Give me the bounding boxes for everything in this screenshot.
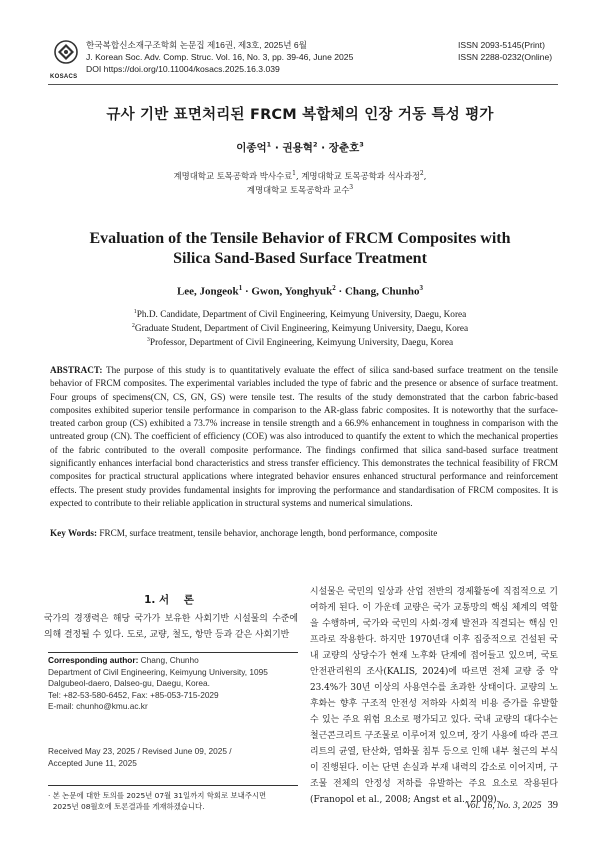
doi-link[interactable]: DOI https://doi.org/10.11004/kosacs.2025.16.3.039: [86, 64, 280, 74]
affiliation-en-2: $^2$Graduate Student, Department of Civil Engineering, Keimyung University, Daegu, Korea: [131, 323, 469, 335]
issn-online: ISSN 2288-0232(Online): [458, 52, 553, 62]
abstract-label: ABSTRACT:: [50, 365, 103, 375]
title-en-line1: Evaluation of the Tensile Behavior of FRCM Composites with: [89, 230, 511, 247]
authors-kr: 이종억$^1$ · 권용혁$^2$ · 장춘호$^3$: [236, 140, 364, 154]
title-kr: 규사 기반 표면처리된 FRCM 복합체의 인장 거동 특성 평가: [106, 107, 494, 123]
keywords-label: Key Words:: [50, 528, 98, 538]
title-en-line2: Silica Sand-Based Surface Treatment: [173, 250, 427, 267]
received-dates: Received May 23, 2025 / Revised June 09, 2025 / Accepted June 11, 2025: [48, 746, 232, 768]
affiliation-en-3: $^3$Professor, Department of Civil Engineering, Keimyung University, Daegu, Korea: [146, 337, 454, 349]
author-email[interactable]: E-mail: chunho@kmu.ac.kr: [48, 701, 148, 712]
keywords-text: FRCM, surface treatment, tensile behavior, anchorage length, bond performance, composite: [97, 528, 438, 538]
authors-en: Lee, Jongeok$^1$ · Gwon, Yonghyuk$^2$ · Chang, Chunho$^3$: [176, 284, 424, 298]
affiliation-kr-line1: 계명대학교 토목공학과 박사수료$^1$, 계명대학교 토목공학과 석사과정$^2$,: [173, 170, 427, 181]
body-right-paragraph: 시설물은 국민의 일상과 산업 전반의 경제활동에 직접적으로 기여하게 된다. 이 가운데 교량은 국가 교통망의 핵심 체계의 역할을 수행하며, 국가와 국민의 사회·경제 발전과 직결되는 핵심 인프라로 작용한다. 하지만 1970년대 이후 집중적으로 건설된 국내 교량의 상당수가 현재 노후화 단계에 접어들고 있으며, 국토안전관리원의 조사(KALIS, 2024)에 따르면 전체 교량 중 약 23.4%가 30년 이상의 사용연수를 초과한 상태이다. 교량의 노후화는 향후 구조적 안전성 저하와 사회적 비용 증가를 유발할 수 있는 주요 위험 요소로 평가되고 있다. 국내 교량의 대다수는 철근콘크리트 구조물로 이루어져 있으며, 장기 사용에 따라 콘크리트의 균열, 탄산화, 염화물 침투 등으로 인해 내부 철근의 부식이 진행된다. 이는 단면 손실과 부재 내력의 감소로 이어지며, 구조물 전체의 안정성 저하를 유발하는 주요 요소로 작용된다(Franopol et al., 2008; Angst et al., 2009).: [310, 587, 558, 805]
corresponding-label: Corresponding author:: [48, 655, 139, 665]
logo-text: KOSACS: [50, 74, 78, 80]
keywords: [50, 527, 558, 540]
discussion-note: · 본 논문에 대한 토의를 2025년 07월 31일까지 학회로 보내주시면 2025년 08월호에 토론결과를 게재하겠습니다.: [48, 785, 298, 812]
header-rule: [48, 84, 558, 85]
affiliation-en-1: $^1$Ph.D. Candidate, Department of Civil Engineering, Keimyung University, Daegu, Korea: [133, 309, 467, 321]
affiliation-kr-line2: 계명대학교 토목공학과 교수$^3$: [246, 184, 354, 195]
page-number: 39: [547, 800, 558, 811]
section-heading: 1. 서 론: [144, 594, 194, 606]
journal-kr: 한국복합신소재구조학회 논문집 제16권, 제3호, 2025년 6월: [86, 40, 307, 50]
issn-print: ISSN 2093-5145(Print): [458, 40, 545, 50]
corresponding-author: Corresponding author: Chang, Chunho Department of Civil Engineering, Keimyung University, 1095 Dalgubeol-daero, Dalseo-gu, Daegu, Korea. Tel: +82-53-580-6452, Fax: +85-053-715-2029 E-mail: chunho@kmu.ac.kr: [48, 652, 298, 713]
body-left-paragraph: 국가의 경쟁력은 해당 국가가 보유한 사회기반 시설물의 수준에 의해 결정될 수 있다. 도로, 교량, 철도, 항만 등과 같은 사회기반: [44, 614, 298, 640]
abstract-text: The purpose of this study is to quantitatively evaluate the effect of silica sand-based surface treatment on the tensile behavior of FRCM composites. The experimental variables included the type of fabric and the presence or absence of surface treatment. Four groups of specimens(CN, CS, GN, GS) were tensile test. The results of the study demonstrated that the carbon fabric-based composites exhibited superior tensile performance in comparison to the AR-glass fabric composites. It is noteworthy that the surface-treated carbon group (CS) exhibited a 73.7% increase in tensile strength and a 66.9% enhancement in toughness in comparison with the untreated group (CN). The coefficient of efficiency (COE) was also introduced to quantify the extent to which the mechanical properties of the fabric contributed to the overall composite performance. The findings confirmed that silica sand-based surface treatment significantly enhances interfacial bond characteristics and stress transfer efficiency. This demonstrates the technical feasibility of FRCM composites for practical structural applications where integrated behavior ensures enhanced structural performance and reinforcement effects. The present study provides fundamental insights for improving the performance and standardisation of FRCM composites. It is expected to contribute to their reliable application in structural systems and numerical simulations.: [50, 365, 558, 508]
abstract: [50, 364, 558, 510]
journal-en: J. Korean Soc. Adv. Comp. Struc. Vol. 16, No. 3, pp. 39-46, June 2025: [86, 52, 354, 62]
footer-volume: Vol. 16, No. 3, 2025: [466, 801, 542, 811]
page-footer: [380, 800, 558, 811]
